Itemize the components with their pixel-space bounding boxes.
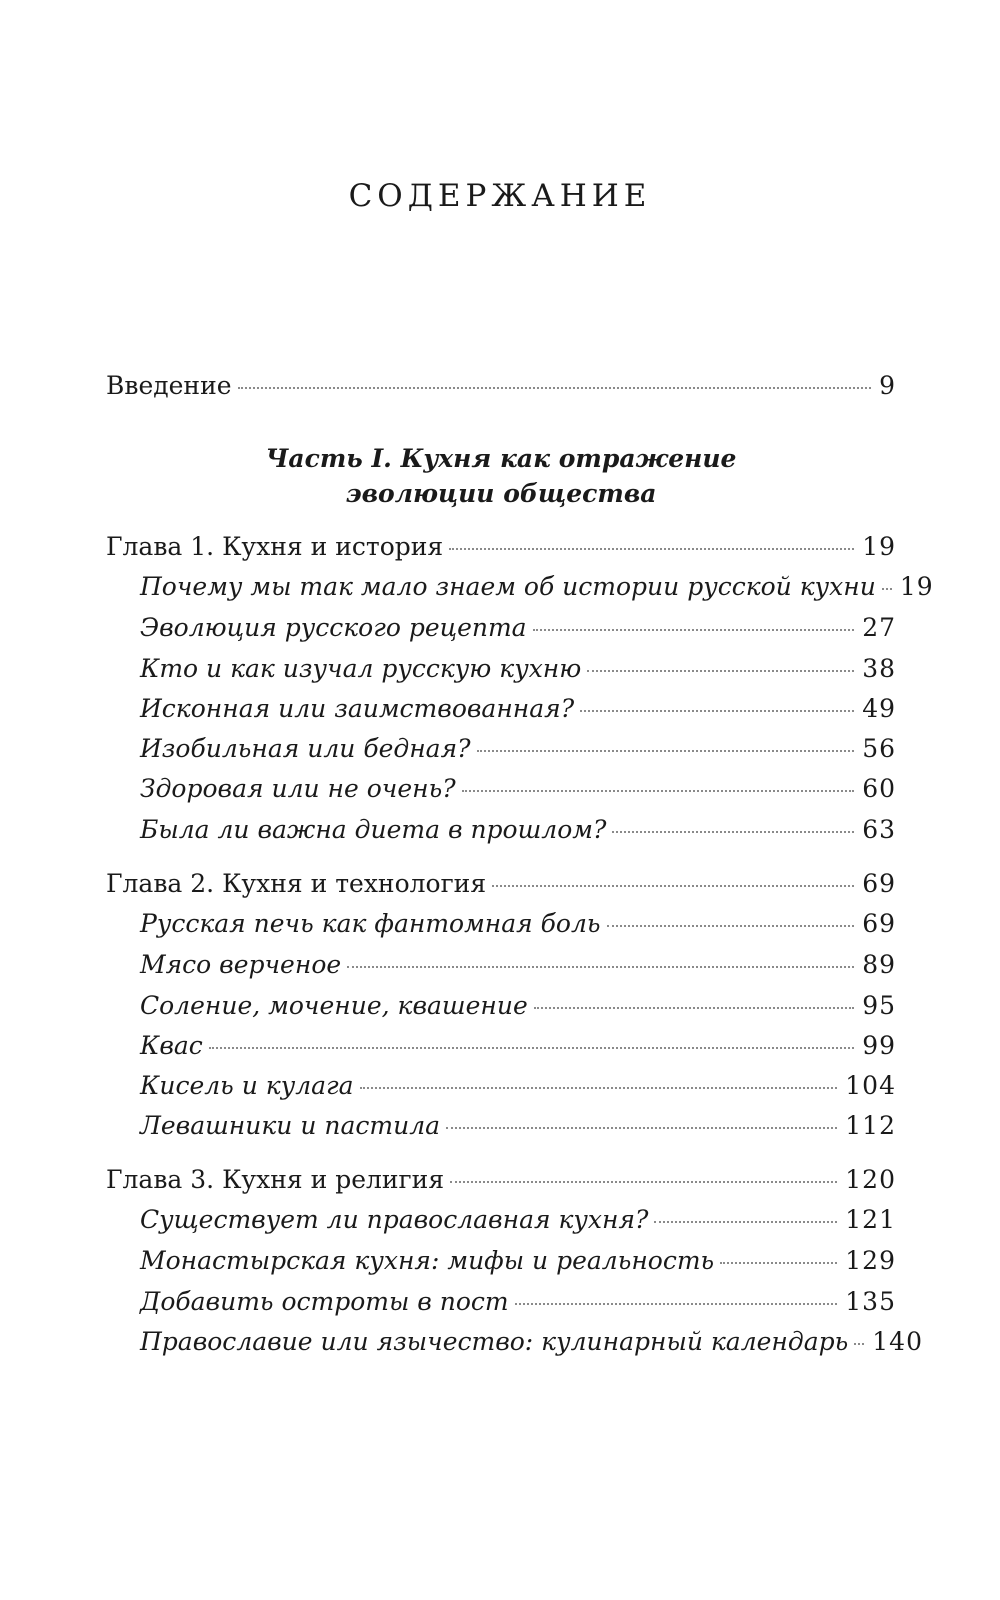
toc-page-number: 89: [862, 950, 896, 979]
dot-leader: [580, 710, 854, 712]
toc-section-title: Соление, мочение, квашение: [140, 991, 528, 1020]
page-title: СОДЕРЖАНИЕ: [348, 178, 652, 214]
toc-section-title: Здоровая или не очень?: [140, 774, 456, 803]
toc-page-number: 49: [862, 694, 896, 723]
toc-page-number: 60: [862, 774, 896, 803]
toc-entry-intro[interactable]: [106, 368, 896, 404]
toc-section[interactable]: [140, 947, 896, 983]
dot-leader: [854, 1343, 864, 1345]
toc-section[interactable]: [140, 1324, 923, 1360]
toc-section-title: Русская печь как фантомная боль: [140, 909, 601, 938]
toc-section-title: Изобильная или бедная?: [140, 734, 471, 763]
toc-section[interactable]: [140, 610, 896, 646]
toc-page-number: 120: [845, 1165, 896, 1194]
toc-page-number: 9: [879, 371, 896, 400]
toc-page-number: 19: [862, 532, 896, 561]
dot-leader: [607, 925, 855, 927]
toc-section[interactable]: [140, 771, 896, 807]
toc-section-title: Монастырская кухня: мифы и реальность: [140, 1246, 715, 1275]
toc-page-number: 56: [862, 734, 896, 763]
toc-section[interactable]: [140, 1243, 896, 1279]
dot-leader: [347, 966, 854, 968]
dot-leader: [587, 670, 854, 672]
dot-leader: [515, 1303, 838, 1305]
dot-leader: [533, 629, 855, 631]
toc-section-title: Кисель и кулага: [140, 1071, 354, 1100]
dot-leader: [477, 750, 855, 752]
toc-page-number: 135: [845, 1287, 896, 1316]
dot-leader: [446, 1127, 837, 1129]
toc-page-number: 63: [862, 815, 896, 844]
toc-section[interactable]: [140, 731, 896, 767]
toc-page-number: 95: [862, 991, 896, 1020]
toc-page-number: 140: [872, 1327, 923, 1356]
dot-leader: [462, 790, 855, 792]
toc-section[interactable]: [140, 1202, 896, 1238]
toc-section-title: Православие или язычество: кулинарный календарь: [140, 1327, 849, 1356]
dot-leader: [449, 548, 854, 550]
toc-page-number: 99: [862, 1031, 896, 1060]
toc-section-title: Почему мы так мало знаем об истории русской кухни: [140, 572, 876, 601]
toc-section[interactable]: [140, 906, 896, 942]
part-heading: [106, 441, 896, 511]
dot-leader: [654, 1221, 837, 1223]
toc-page-number: 121: [845, 1205, 896, 1234]
toc-section[interactable]: [140, 988, 896, 1024]
toc-section[interactable]: [140, 1068, 896, 1104]
toc-section[interactable]: [140, 1284, 896, 1320]
toc-page-number: 112: [845, 1111, 896, 1140]
toc-section-title: Была ли важна диета в прошлом?: [140, 815, 607, 844]
dot-leader: [882, 588, 892, 590]
dot-leader: [534, 1007, 854, 1009]
toc-section-title: Квас: [140, 1031, 203, 1060]
toc-page-number: 38: [862, 654, 896, 683]
toc-section[interactable]: [140, 691, 896, 727]
dot-leader: [492, 885, 854, 887]
toc-chapter-title: Глава 3. Кухня и религия: [106, 1165, 445, 1194]
dot-leader: [238, 387, 872, 389]
toc-section-title: Кто и как изучал русскую кухню: [140, 654, 582, 683]
toc-page-number: 104: [845, 1071, 896, 1100]
toc-section-title: Исконная или заимствованная?: [140, 694, 575, 723]
toc-page-number: 69: [862, 869, 896, 898]
toc-section[interactable]: [140, 651, 896, 687]
part-heading-line-1: Часть I. Кухня как отражение: [265, 444, 737, 473]
toc-section[interactable]: [140, 1028, 896, 1064]
dot-leader: [209, 1047, 854, 1049]
toc-section[interactable]: [140, 569, 934, 605]
toc-section-title: Существует ли православная кухня?: [140, 1205, 649, 1234]
toc-chapter-3[interactable]: [106, 1162, 896, 1198]
dot-leader: [612, 831, 854, 833]
toc-chapter-1[interactable]: [106, 529, 896, 565]
toc-section-title: Левашники и пастила: [140, 1111, 441, 1140]
dot-leader: [720, 1262, 837, 1264]
toc-chapter-2[interactable]: [106, 866, 896, 902]
toc-page-number: 129: [845, 1246, 896, 1275]
part-heading-line-2: эволюции общества: [345, 479, 657, 508]
toc-chapter-title: Глава 2. Кухня и технология: [106, 869, 487, 898]
toc-section-title: Добавить остроты в пост: [140, 1287, 509, 1316]
toc-page-number: 69: [862, 909, 896, 938]
toc-section[interactable]: [140, 1108, 896, 1144]
toc-section-title: Эволюция русского рецепта: [140, 613, 527, 642]
toc-chapter-title: Глава 1. Кухня и история: [106, 532, 444, 561]
toc-page-number: 27: [862, 613, 896, 642]
toc-page-number: 19: [899, 572, 934, 601]
toc-section[interactable]: [140, 812, 896, 848]
dot-leader: [360, 1087, 838, 1089]
toc-section-title: Мясо верченое: [140, 950, 342, 979]
toc-entry-title: Введение: [106, 371, 232, 400]
dot-leader: [450, 1181, 837, 1183]
